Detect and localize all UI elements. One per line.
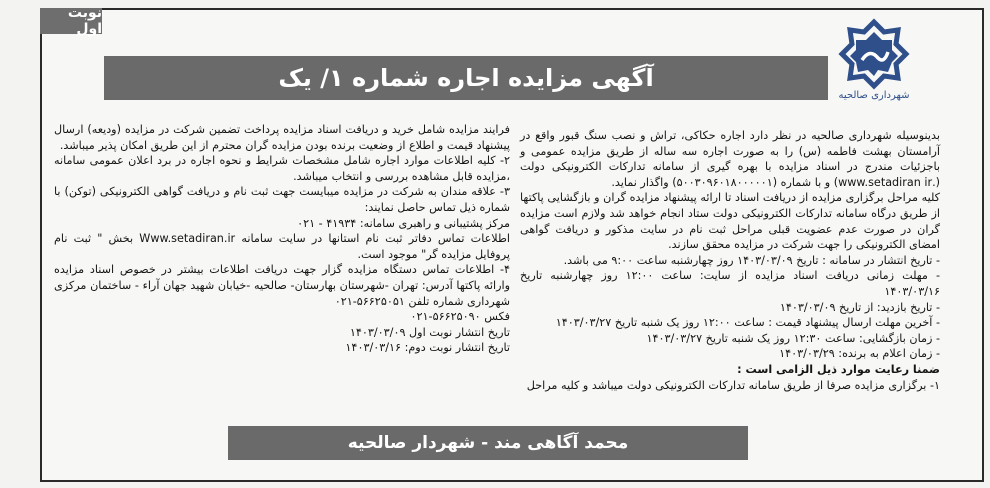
signature-band: محمد آگاهی مند - شهردار صالحیه: [228, 426, 748, 460]
notice-title: آگهی مزایده اجاره شماره ۱/ یک: [278, 64, 654, 92]
date-publish: - تاریخ انتشار در سامانه : تاریخ ۱۴۰۳/۰۳/۰۹ روز چهارشنبه ساعت ۹:۰۰ می باشد.: [563, 253, 940, 267]
requirement-1-continued: فرایند مزایده شامل خرید و دریافت اسناد مزایده پرداخت تضمین شرکت در مزایده (ودیعه) ارسال پیشنهاد قیمت و اطلاع از وضعیت برنده بودن مزایده گران محترم از این طریق امکان پذیر میباشد.: [54, 123, 510, 152]
requirement-4-contact: ۴- اطلاعات تماس دستگاه مزایده گزار جهت دریافت اطلاعات بیشتر در خصوص اسناد مزایده وارائه پاکتها آدرس: تهران -شهرستان بهارستان- صالحیه -خیابان شهید جهان آراء - ساختمان مرکزی شهرداری شماره تلفن ۵۶۶۲۵۰۵۱-۰۲۱: [54, 263, 510, 308]
right-column: [520, 128, 940, 393]
second-publication-date: تاریخ انتشار نوبت دوم: ۱۴۰۳/۰۳/۱۶: [345, 341, 510, 355]
date-opening: - زمان بازگشایی: ساعت ۱۲:۳۰ روز یک شنبه تاریخ ۱۴۰۳/۰۳/۲۷: [646, 331, 940, 345]
process-paragraph: کلیه مراحل برگزاری مزایده از دریافت اسناد تا ارائه پیشنهاد مزایده گران و بازگشایی پاکتها از طریق درگاه سامانه تدارکات الکترونیکی دولت ستاد انجام خواهد شد ولازم است مزایده گران در صورت عدم عضویت قبلی مراحل ثبت نام در سایت مذکور و دریافت گواهی امضای الکترونیکی را جهت شرکت در مزایده محقق سازند.: [520, 191, 940, 252]
date-deadline: - آخرین مهلت ارسال پیشنهاد قیمت : ساعت ۱۲:۰۰ روز یک شنبه تاریخ ۱۴۰۳/۰۳/۲۷: [555, 316, 940, 330]
publication-round-badge: نوبت اول: [40, 8, 102, 34]
date-visit: - تاریخ بازدید: از تاریخ ۱۴۰۳/۰۳/۰۹: [779, 300, 940, 314]
fax-number: فکس ۵۶۶۲۵۰۹۰-۰۲۱: [410, 310, 510, 324]
date-winner: - زمان اعلام به برنده: ۱۴۰۳/۰۳/۲۹: [779, 347, 940, 361]
requirement-3: ۳- علاقه مندان به شرکت در مزایده میبایست جهت ثبت نام و دریافت گواهی الکترونیکی (توکن) با شماره ذیل تماس حاصل نمایند:: [54, 185, 510, 214]
date-documents: - مهلت زمانی دریافت اسناد مزایده از سایت: ساعت ۱۲:۰۰ روز چهارشنبه تاریخ ۱۴۰۳/۰۳/۱۶: [520, 269, 940, 298]
requirement-1: ۱- برگزاری مزایده صرفا از طریق سامانه تدارکات الکترونیکی دولت میباشد و کلیه مراحل: [526, 378, 940, 392]
registration-offices-info: اطلاعات تماس دفاتر ثبت نام استانها در سایت سامانه Www.setadiran.ir بخش " ثبت نام پروفایل مزایده گر" موجود است.: [54, 232, 510, 261]
logo-caption: شهرداری صالحیه: [838, 90, 910, 101]
requirements-heading: ضمنا رعایت موارد ذیل الزامی است :: [737, 362, 940, 376]
support-center-phone: مرکز پشتیبانی و راهبری سامانه: ۴۱۹۳۴ - ۰۲۱: [297, 216, 510, 230]
intro-paragraph: بدینوسیله شهرداری صالحیه در نظر دارد اجاره حکاکی، تراش و نصب سنگ قبور واقع در آرامستان بهشت فاطمه (س) را به صورت اجاره سه ساله از طریق مزایده عمومی و باجزئیات مندرج در اسناد مزایده با بهره گیری از سامانه تدارکات الکترونیکی دولت (.www.setadiran ir) و با شماره (۵۰۰۳۰۹۶۰۱۸۰۰۰۰۰۱) واگذار نماید.: [520, 129, 940, 189]
left-column: [54, 122, 510, 356]
title-band: [104, 56, 828, 100]
first-publication-date: تاریخ انتشار نوبت اول ۱۴۰۳/۰۳/۰۹: [349, 325, 510, 339]
municipality-logo-icon: [838, 18, 910, 90]
requirement-2: ۲- کلیه اطلاعات موارد اجاره شامل مشخصات شرایط و نحوه اجاره در برد اعلان عمومی سامانه ،مزایده قابل مشاهده بررسی و انتخاب میباشد.: [54, 154, 510, 183]
